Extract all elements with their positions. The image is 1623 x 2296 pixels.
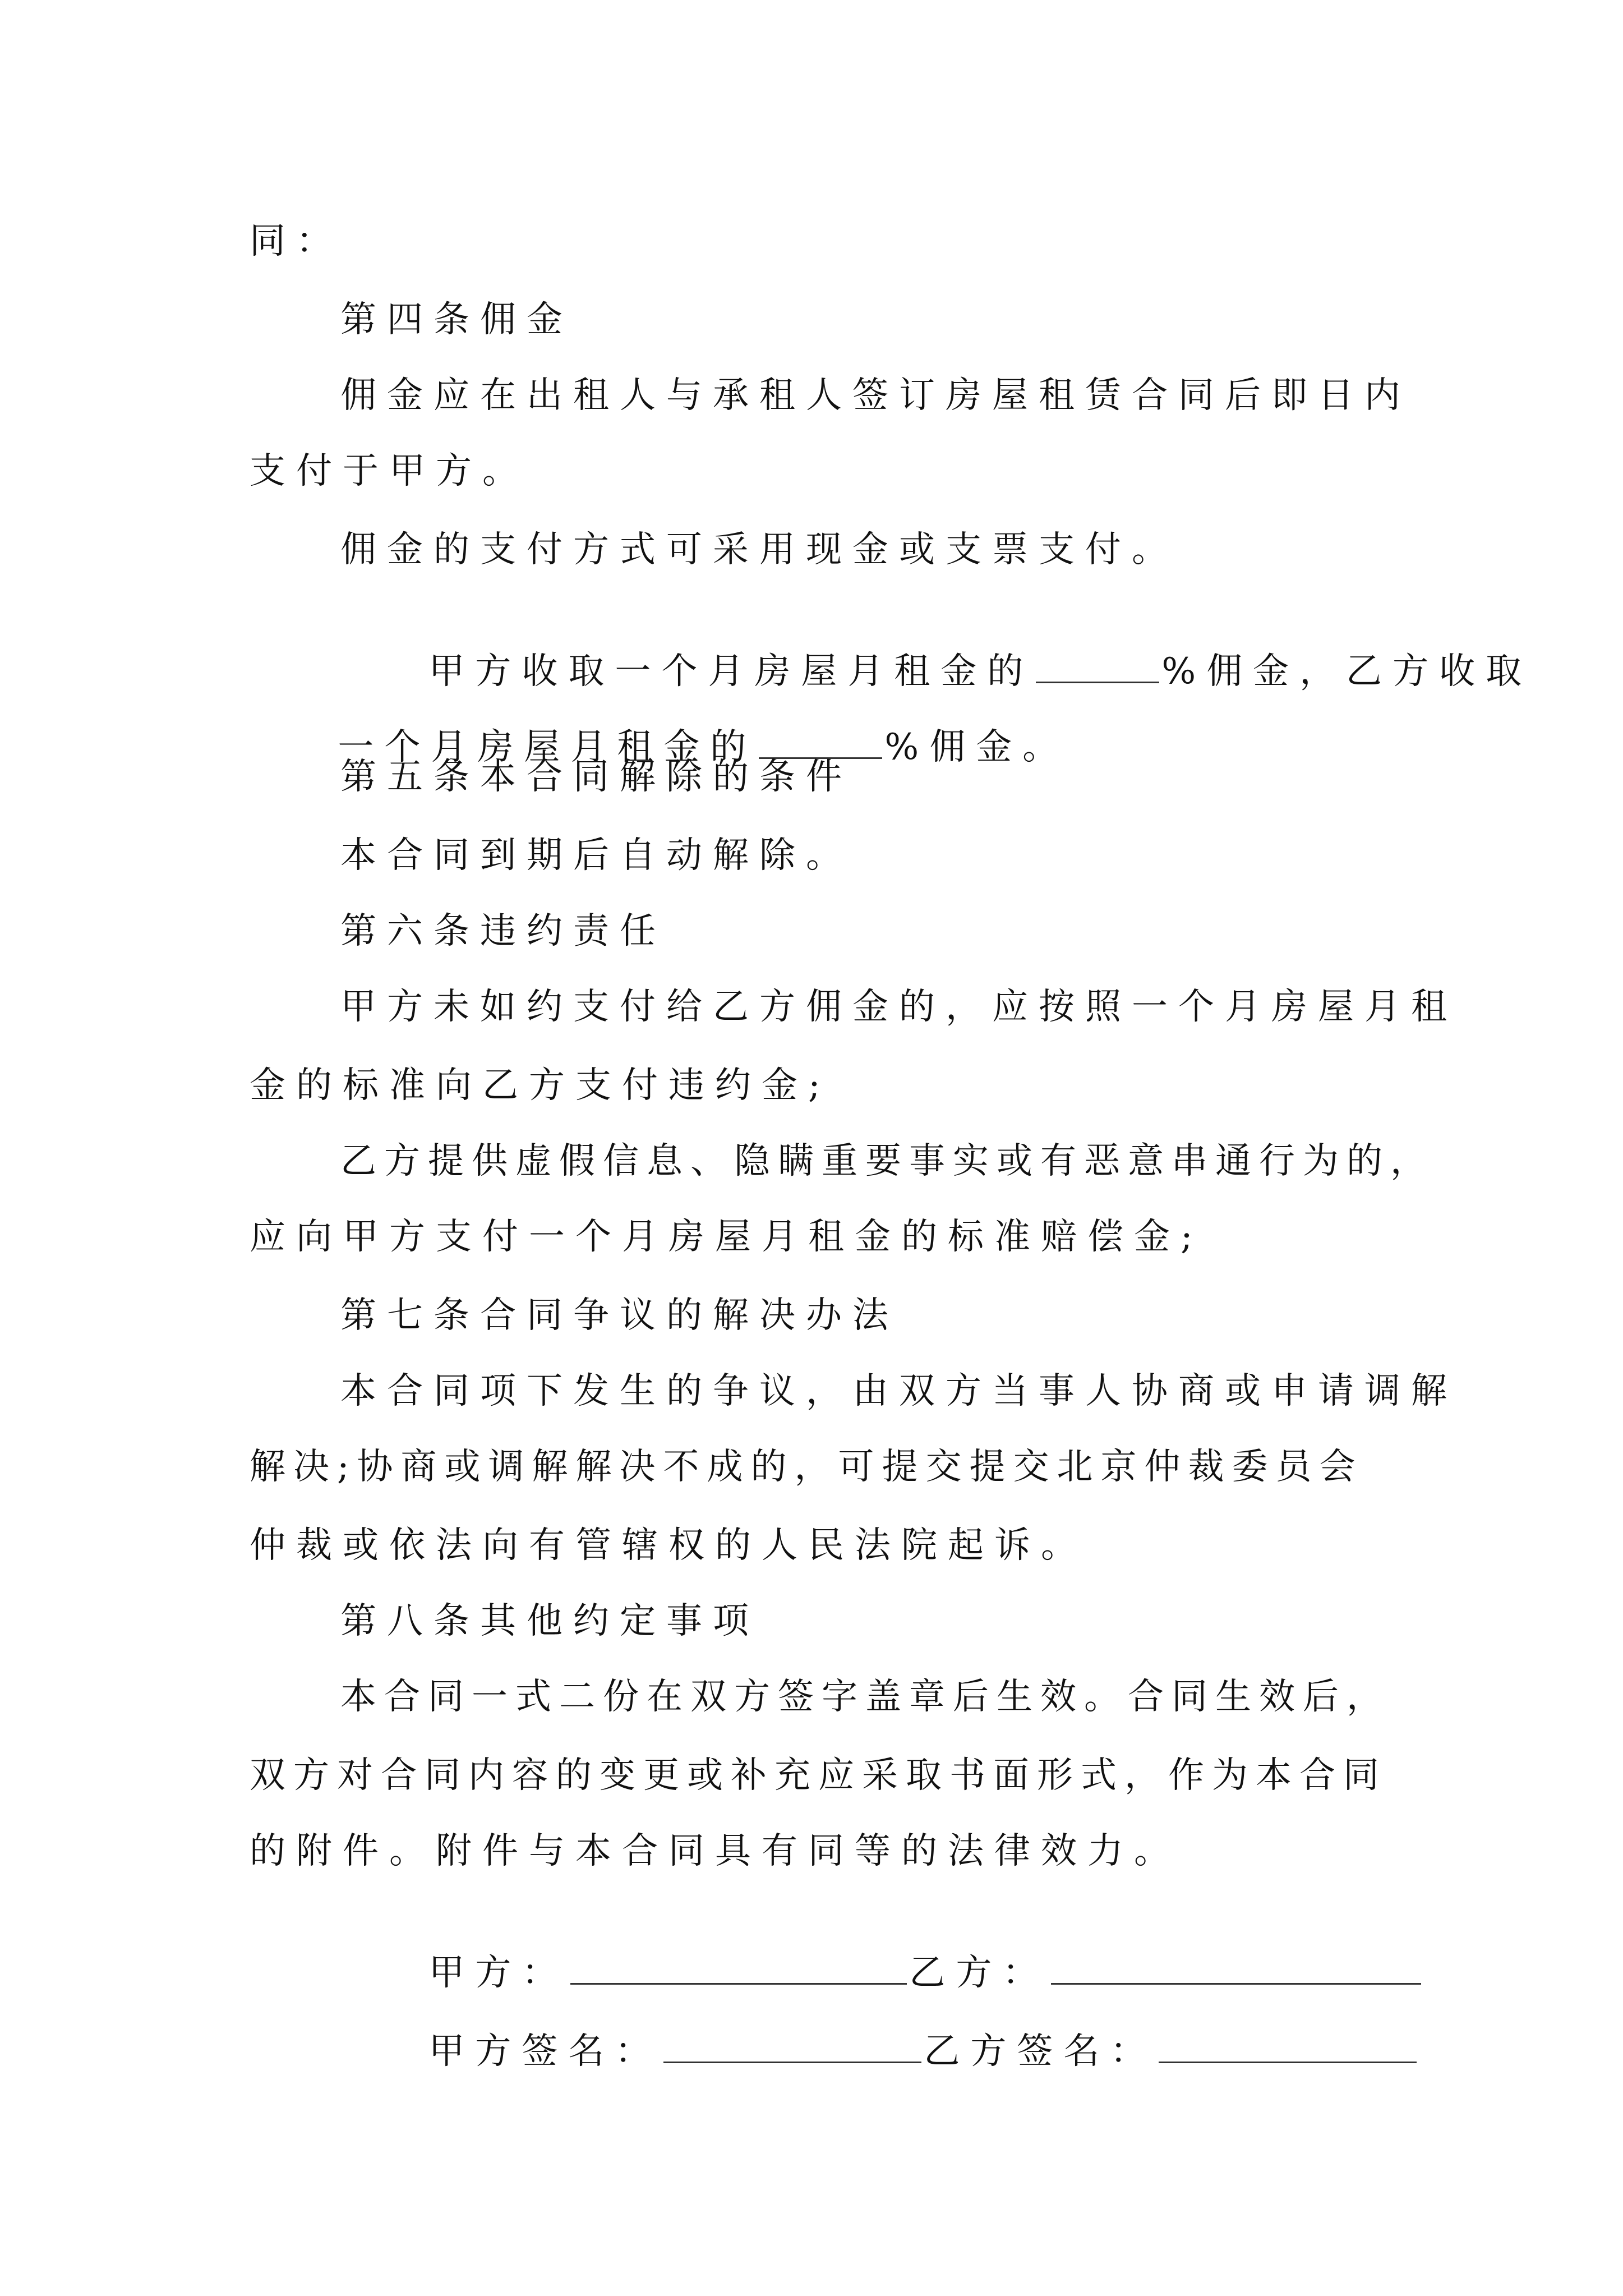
signature-name-row <box>340 1983 1419 2072</box>
section-heading: 第六条违约责任 <box>340 910 666 952</box>
commission-text-d: %佣金。 <box>884 726 1069 768</box>
paragraph-line: 应向甲方支付一个月房屋月租金的标准赔偿金; <box>250 1216 1204 1258</box>
paragraph-line: 甲方未如约支付给乙方佣金的，应按照一个月房屋月租 <box>340 986 1458 1028</box>
text-line: 同： <box>250 220 343 262</box>
section-heading: 第四条佣金 <box>340 299 573 341</box>
party-a-label: 甲方： <box>428 1952 569 1994</box>
paragraph-line: 本合同一式二份在双方签字盖章后生效。合同生效后， <box>340 1676 1390 1718</box>
commission-text-b: %佣金，乙方收取 <box>1161 651 1533 692</box>
paragraph-line: 仲裁或依法向有管辖权的人民法院起诉。 <box>250 1525 1087 1566</box>
paragraph-line <box>250 679 1069 768</box>
section-heading: 第七条合同争议的解决办法 <box>340 1295 899 1336</box>
party-b-field[interactable] <box>1051 1949 1421 1985</box>
party-a-field[interactable] <box>570 1949 907 1985</box>
paragraph-line: 支付于甲方。 <box>250 450 529 492</box>
paragraph-line: 本合同到期后自动解除。 <box>340 835 852 876</box>
commission-rate-blank-a <box>1036 648 1159 683</box>
paragraph-line: 金的标准向乙方支付违约金; <box>250 1065 831 1106</box>
section-heading: 第八条其他约定事项 <box>340 1600 759 1642</box>
paragraph-line: 佣金的支付方式可采用现金或支票支付。 <box>340 529 1178 570</box>
commission-rate-blank-b <box>759 724 882 759</box>
paragraph-line: 解决;协商或调解解决不成的，可提交提交北京仲裁委员会 <box>250 1446 1363 1488</box>
party-a-sign-label: 甲方签名： <box>428 2031 662 2072</box>
party-b-label: 乙方： <box>909 1952 1049 1994</box>
signature-party-row <box>340 1904 1423 1994</box>
party-b-sign-label: 乙方签名： <box>924 2031 1157 2072</box>
paragraph-line: 的附件。附件与本合同具有同等的法律效力。 <box>250 1830 1181 1872</box>
paragraph-line: 佣金应在出租人与承租人签订房屋租赁合同后即日内 <box>340 375 1411 416</box>
paragraph-line: 本合同项下发生的争议，由双方当事人协商或申请调解 <box>340 1370 1458 1412</box>
section-heading: 第五条本合同解除的条件 <box>340 756 852 798</box>
paragraph-line <box>340 603 1533 692</box>
party-a-signature-field[interactable] <box>663 2028 921 2063</box>
party-b-signature-field[interactable] <box>1159 2028 1417 2063</box>
paragraph-line: 乙方提供虚假信息、隐瞒重要事实或有恶意串通行为的， <box>340 1140 1434 1182</box>
paragraph-line: 双方对合同内容的变更或补充应采取书面形式，作为本合同 <box>250 1755 1387 1796</box>
commission-text-a: 甲方收取一个月房屋月租金的 <box>428 651 1034 692</box>
commission-text-c: 一个月房屋月租金的 <box>338 726 757 768</box>
